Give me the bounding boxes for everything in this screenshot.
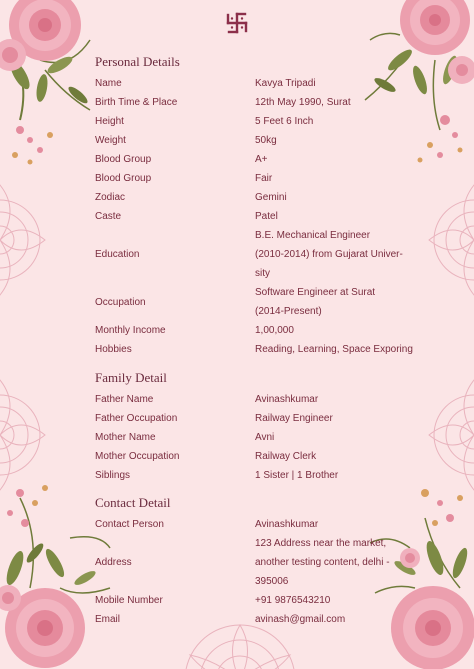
detail-label: Hobbies — [95, 344, 132, 355]
detail-value-line: 5 Feet 6 Inch — [255, 116, 314, 127]
detail-value-line: Gemini — [255, 192, 287, 203]
detail-value — [255, 150, 425, 169]
detail-value-line: sity — [255, 268, 270, 279]
detail-label: Mother Name — [95, 432, 156, 443]
detail-value — [255, 390, 425, 409]
detail-value-line: (2014-Present) — [255, 306, 322, 317]
detail-value — [255, 428, 425, 447]
detail-value-line: another testing content, delhi - — [255, 557, 390, 568]
detail-value — [255, 226, 425, 283]
detail-value — [255, 321, 425, 340]
detail-value — [255, 515, 425, 534]
detail-label: Weight — [95, 135, 126, 146]
detail-value — [255, 283, 425, 321]
detail-label: Height — [95, 116, 124, 127]
detail-value-line: Railway Clerk — [255, 451, 317, 462]
detail-label: Father Name — [95, 394, 154, 405]
detail-label: Birth Time & Place — [95, 97, 178, 108]
detail-value — [255, 466, 425, 485]
detail-value-line: Patel — [255, 211, 278, 222]
detail-value — [255, 340, 425, 359]
detail-value-line: Avinashkumar — [255, 519, 319, 530]
detail-value — [255, 188, 425, 207]
detail-value-line: A+ — [255, 154, 268, 165]
detail-label: Zodiac — [95, 192, 126, 203]
detail-label: Education — [95, 249, 140, 260]
detail-label: Contact Person — [95, 519, 164, 530]
detail-label: Mobile Number — [95, 595, 163, 606]
section-title-contact: Contact Detail — [95, 495, 171, 510]
detail-value-line: 395006 — [255, 576, 289, 587]
detail-value — [255, 112, 425, 131]
detail-value-line: Kavya Tripadi — [255, 78, 316, 89]
detail-value — [255, 447, 425, 466]
detail-value-line: 123 Address near the market, — [255, 538, 387, 549]
detail-value-line: (2010-2014) from Gujarat Univer- — [255, 249, 403, 260]
detail-value — [255, 207, 425, 226]
swastika-icon — [226, 12, 248, 34]
detail-value-line: 12th May 1990, Surat — [255, 97, 351, 108]
mandala-pattern-icon — [0, 165, 50, 315]
section-title-family: Family Detail — [95, 370, 167, 385]
detail-label: Occupation — [95, 296, 146, 308]
detail-value-line: Railway Engineer — [255, 413, 333, 424]
detail-value-line: Reading, Learning, Space Exporing — [255, 344, 413, 355]
detail-value-line: Avni — [255, 432, 275, 443]
mandala-pattern-icon — [424, 165, 474, 315]
detail-value-line: avinash@gmail.com — [255, 614, 346, 625]
detail-value — [255, 409, 425, 428]
detail-value[interactable] — [255, 591, 425, 610]
detail-value-line: 1,00,000 — [255, 325, 294, 336]
detail-value — [255, 131, 425, 150]
detail-label: Name — [95, 78, 122, 89]
detail-value-line: B.E. Mechanical Engineer — [255, 230, 371, 241]
detail-label: Blood Group — [95, 154, 152, 165]
detail-value-line: Avinashkumar — [255, 394, 319, 405]
detail-value-line: 50kg — [255, 135, 277, 146]
rose-bouquet-icon — [0, 0, 100, 175]
detail-value[interactable] — [255, 610, 425, 629]
detail-value-line: Fair — [255, 173, 273, 184]
detail-label: Mother Occupation — [95, 451, 180, 462]
section-title-personal: Personal Details — [95, 54, 180, 69]
detail-value-line: +91 9876543210 — [255, 595, 331, 606]
detail-label: Monthly Income — [95, 325, 166, 336]
detail-value — [255, 169, 425, 188]
detail-value-line: Software Engineer at Surat — [255, 287, 376, 298]
detail-label: Father Occupation — [95, 413, 178, 424]
detail-label: Email — [95, 614, 121, 625]
detail-label: Address — [95, 557, 132, 568]
detail-value — [255, 74, 425, 93]
detail-label: Blood Group — [95, 173, 152, 184]
detail-value — [255, 93, 425, 112]
detail-label: Siblings — [95, 470, 131, 481]
detail-label: Caste — [95, 211, 122, 222]
detail-value-line: 1 Sister | 1 Brother — [255, 470, 339, 481]
detail-value — [255, 534, 425, 591]
